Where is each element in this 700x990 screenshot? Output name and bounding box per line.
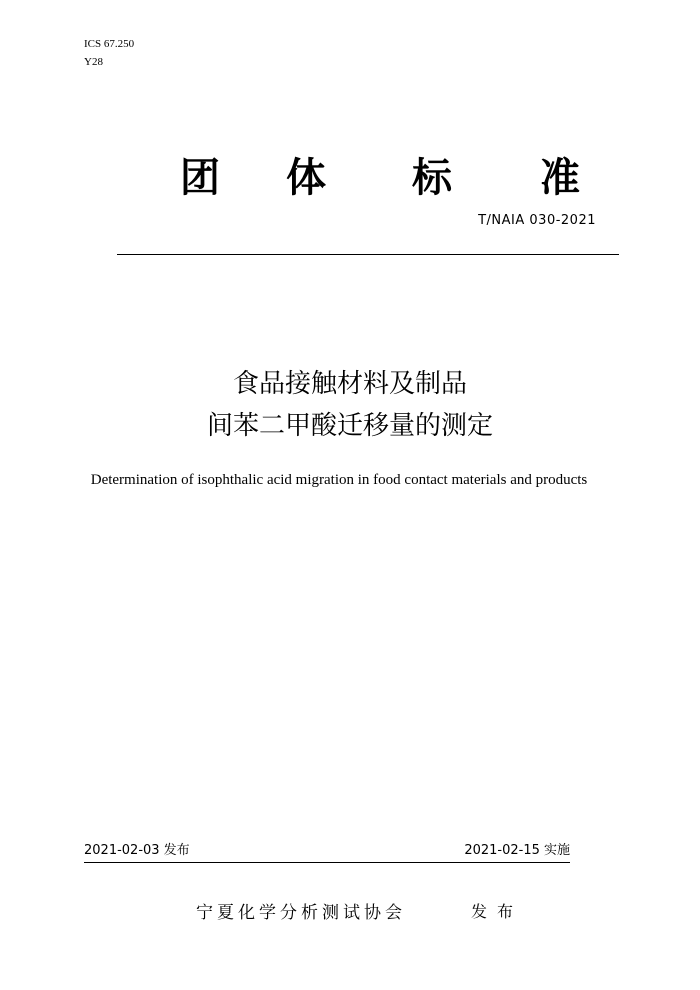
header-divider xyxy=(117,254,619,255)
chinese-title-line-2: 间苯二甲酸迁移量的测定 xyxy=(206,411,493,441)
implementation-date: 2021-02-15 实施 xyxy=(464,843,570,858)
standard-type-char: 准 xyxy=(540,155,580,201)
standard-type-char: 体 xyxy=(286,155,326,201)
english-title: Determination of isophthalic acid migration in food contact materials and products xyxy=(90,472,588,488)
chinese-title-line-1: 食品接触材料及制品 xyxy=(232,369,467,399)
date-line xyxy=(84,842,570,863)
standard-type-char: 团 xyxy=(180,155,220,201)
publisher-action: 发布 xyxy=(471,902,524,921)
standard-type-char: 标 xyxy=(412,155,452,201)
standard-number: T/NAIA 030-2021 xyxy=(478,213,596,228)
publish-date: 2021-02-03 发布 xyxy=(84,843,190,858)
standard-type-heading xyxy=(0,150,700,206)
ics-code: ICS 67.250 xyxy=(84,38,135,50)
classification-code: Y28 xyxy=(84,56,103,68)
publisher-name: 宁夏化学分析测试协会 xyxy=(196,903,406,923)
